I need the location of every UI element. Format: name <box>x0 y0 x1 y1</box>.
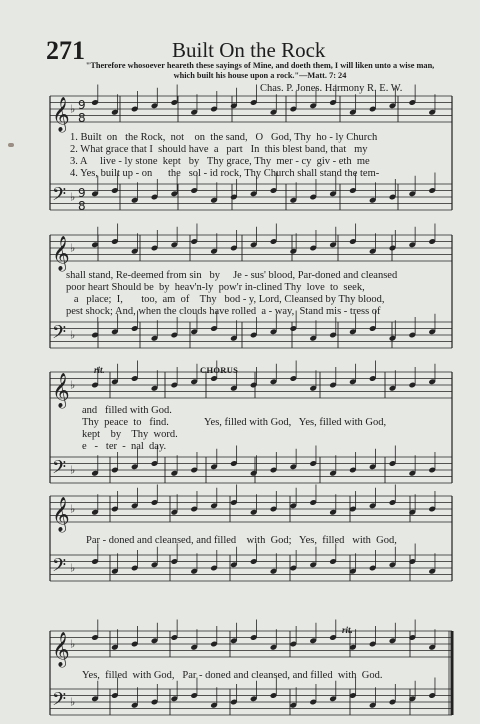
hymn-number: 271 <box>46 36 85 65</box>
system3-verse-2: Thy peace to find. <box>82 417 169 428</box>
system1-verse-3: 3. A live - ly stone kept by Thy grace, Thy mer - cy giv - eth me <box>70 156 370 167</box>
ritardando-mark-1: rit. <box>94 365 105 375</box>
system3-verse-3: kept by Thy word. <box>82 429 178 440</box>
svg-text:♭: ♭ <box>70 378 76 392</box>
svg-text:♭: ♭ <box>70 190 76 204</box>
svg-text:𝄢: 𝄢 <box>52 322 67 348</box>
svg-text:𝄞: 𝄞 <box>52 373 70 408</box>
system1-verse-1: 1. Built on the Rock, not on the sand, O God, Thy ho - ly Church <box>70 132 378 143</box>
svg-text:♭: ♭ <box>70 241 76 255</box>
system2-verse-2: poor heart Should be by heav'n-ly pow'r in-clined Thy love to seek, <box>66 282 365 293</box>
system1-verse-4: 4. Yes, built up - on the sol - id rock, Thy Church shall stand the tem- <box>70 168 380 179</box>
svg-text:♭: ♭ <box>70 502 76 516</box>
chorus-label: CHORUS <box>200 365 239 375</box>
svg-text:𝄞: 𝄞 <box>52 497 70 532</box>
hymn-title: Built On the Rock <box>172 38 326 62</box>
system2-verse-4: pest shock; And, when the clouds have rolled a - way, Stand mis - tress of <box>66 306 381 317</box>
svg-text:9: 9 <box>78 186 86 200</box>
system2-verse-3: a place; I, too, am of Thy bod - y, Lord, Cleansed by Thy blood, <box>66 294 385 305</box>
system1-verse-2: 2. What grace that I should have a part In this blest band, that my <box>70 144 368 155</box>
svg-text:𝄢: 𝄢 <box>52 555 67 581</box>
svg-text:♭: ♭ <box>70 561 76 575</box>
svg-text:♭: ♭ <box>70 328 76 342</box>
svg-text:𝄞: 𝄞 <box>52 632 70 667</box>
epigraph-line-2: which built his house upon a rock."—Matt. 7: 24 <box>173 70 347 80</box>
svg-text:♭: ♭ <box>70 637 76 651</box>
composer-credits: Chas. P. Jones. Harmony R. E. W. <box>260 83 403 94</box>
svg-text:𝄞: 𝄞 <box>52 236 70 271</box>
epigraph-line-1: "Therefore whosoever heareth these sayings of Mine, and doeth them, I will liken unto a wise man, <box>85 61 435 70</box>
system2-verse-1: shall stand, Re-deemed from sin by Je - sus' blood, Par-doned and cleansed <box>66 270 398 281</box>
system5-lyric: Yes, filled with God, Par - doned and cleansed, and filled with God. <box>82 670 383 681</box>
svg-text:𝄢: 𝄢 <box>52 457 67 483</box>
svg-text:𝄞: 𝄞 <box>52 97 70 132</box>
svg-text:♭: ♭ <box>70 695 76 709</box>
svg-text:9: 9 <box>78 98 86 112</box>
system3-verse-4: e - ter - nal day. <box>82 441 167 452</box>
svg-text:8: 8 <box>78 199 86 213</box>
system3-verse-1: and filled with God. <box>82 405 172 416</box>
svg-text:𝄢: 𝄢 <box>52 689 67 715</box>
svg-text:𝄢: 𝄢 <box>52 184 67 210</box>
chorus-lyric-1: Yes, filled with God, Yes, filled with God, <box>204 417 387 428</box>
svg-text:8: 8 <box>78 111 86 125</box>
svg-text:♭: ♭ <box>70 463 76 477</box>
system4-lyric: Par - doned and cleansed, and filled with God; Yes, filled with God, <box>86 535 397 546</box>
ritardando-mark-2: rit. <box>342 625 353 635</box>
svg-text:♭: ♭ <box>70 102 76 116</box>
